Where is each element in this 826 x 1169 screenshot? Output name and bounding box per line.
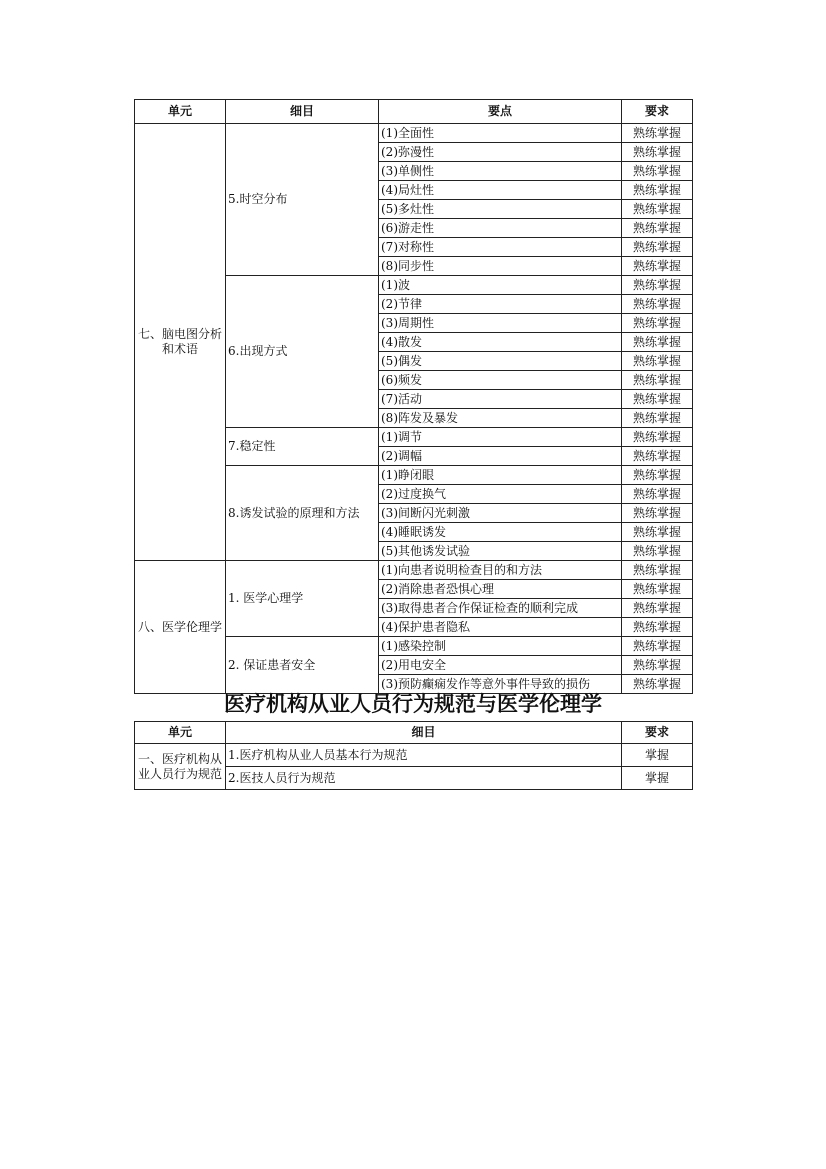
requirement-cell: 熟练掌握 <box>622 219 693 238</box>
conduct-table <box>134 721 693 790</box>
requirement-cell: 熟练掌握 <box>622 181 693 200</box>
point-cell: (7)活动 <box>379 390 622 409</box>
header-row <box>135 722 693 744</box>
point-cell: (3)间断闪光刺激 <box>379 504 622 523</box>
requirement-cell: 熟练掌握 <box>622 447 693 466</box>
point-cell: (1)调节 <box>379 428 622 447</box>
requirement-cell: 熟练掌握 <box>622 504 693 523</box>
header-requirement: 要求 <box>622 722 693 744</box>
requirement-cell: 熟练掌握 <box>622 675 693 694</box>
table-row <box>135 124 693 143</box>
syllabus-table <box>134 99 693 694</box>
requirement-cell: 熟练掌握 <box>622 333 693 352</box>
requirement-cell: 熟练掌握 <box>622 580 693 599</box>
requirement-cell: 熟练掌握 <box>622 276 693 295</box>
point-cell: (5)偶发 <box>379 352 622 371</box>
header-item: 细目 <box>226 100 379 124</box>
point-cell: (2)节律 <box>379 295 622 314</box>
item-cell: 8.诱发试验的原理和方法 <box>226 466 379 561</box>
point-cell: (6)频发 <box>379 371 622 390</box>
point-cell: (7)对称性 <box>379 238 622 257</box>
unit-cell: 一、医疗机构从业人员行为规范 <box>135 744 226 790</box>
point-cell: (6)游走性 <box>379 219 622 238</box>
header-point: 要点 <box>379 100 622 124</box>
point-cell: (2)调幅 <box>379 447 622 466</box>
point-cell: (4)睡眠诱发 <box>379 523 622 542</box>
item-cell: 2. 保证患者安全 <box>226 637 379 694</box>
point-cell: (1)感染控制 <box>379 637 622 656</box>
requirement-cell: 熟练掌握 <box>622 295 693 314</box>
requirement-cell: 熟练掌握 <box>622 352 693 371</box>
syllabus-body <box>135 124 693 694</box>
item-cell: 7.稳定性 <box>226 428 379 466</box>
unit-cell: 八、医学伦理学 <box>135 561 226 694</box>
point-cell: (5)多灶性 <box>379 200 622 219</box>
requirement-cell: 熟练掌握 <box>622 143 693 162</box>
point-cell: (2)消除患者恐惧心理 <box>379 580 622 599</box>
requirement-cell: 熟练掌握 <box>622 599 693 618</box>
requirement-cell: 熟练掌握 <box>622 390 693 409</box>
requirement-cell: 熟练掌握 <box>622 124 693 143</box>
point-cell: (4)散发 <box>379 333 622 352</box>
requirement-cell: 熟练掌握 <box>622 409 693 428</box>
point-cell: (1)全面性 <box>379 124 622 143</box>
requirement-cell: 熟练掌握 <box>622 466 693 485</box>
point-cell: (4)保护患者隐私 <box>379 618 622 637</box>
point-cell: (3)取得患者合作保证检查的顺利完成 <box>379 599 622 618</box>
point-cell: (2)用电安全 <box>379 656 622 675</box>
requirement-cell: 熟练掌握 <box>622 238 693 257</box>
item-cell: 6.出现方式 <box>226 276 379 428</box>
header-requirement: 要求 <box>622 100 693 124</box>
requirement-cell: 熟练掌握 <box>622 618 693 637</box>
requirement-cell: 熟练掌握 <box>622 314 693 333</box>
requirement-cell: 熟练掌握 <box>622 428 693 447</box>
item-cell: 2.医技人员行为规范 <box>226 767 622 790</box>
requirement-cell: 熟练掌握 <box>622 637 693 656</box>
requirement-cell: 熟练掌握 <box>622 656 693 675</box>
requirement-cell: 熟练掌握 <box>622 485 693 504</box>
requirement-cell: 熟练掌握 <box>622 257 693 276</box>
point-cell: (3)预防癫痫发作等意外事件导致的损伤 <box>379 675 622 694</box>
requirement-cell: 掌握 <box>622 767 693 790</box>
table-row <box>135 561 693 580</box>
item-cell: 1.医疗机构从业人员基本行为规范 <box>226 744 622 767</box>
point-cell: (4)局灶性 <box>379 181 622 200</box>
requirement-cell: 熟练掌握 <box>622 542 693 561</box>
point-cell: (1)睁闭眼 <box>379 466 622 485</box>
point-cell: (2)过度换气 <box>379 485 622 504</box>
unit-cell: 七、脑电图分析和术语 <box>135 124 226 561</box>
requirement-cell: 熟练掌握 <box>622 561 693 580</box>
point-cell: (5)其他诱发试验 <box>379 542 622 561</box>
header-unit: 单元 <box>135 722 226 744</box>
point-cell: (1)波 <box>379 276 622 295</box>
point-cell: (3)周期性 <box>379 314 622 333</box>
requirement-cell: 熟练掌握 <box>622 523 693 542</box>
header-row <box>135 100 693 124</box>
header-unit: 单元 <box>135 100 226 124</box>
requirement-cell: 熟练掌握 <box>622 371 693 390</box>
point-cell: (2)弥漫性 <box>379 143 622 162</box>
header-item: 细目 <box>226 722 622 744</box>
point-cell: (8)阵发及暴发 <box>379 409 622 428</box>
point-cell: (3)单侧性 <box>379 162 622 181</box>
item-cell: 5.时空分布 <box>226 124 379 276</box>
point-cell: (1)向患者说明检查目的和方法 <box>379 561 622 580</box>
requirement-cell: 熟练掌握 <box>622 200 693 219</box>
table-row <box>135 744 693 767</box>
requirement-cell: 掌握 <box>622 744 693 767</box>
section-title: 医疗机构从业人员行为规范与医学伦理学 <box>224 692 602 716</box>
point-cell: (8)同步性 <box>379 257 622 276</box>
requirement-cell: 熟练掌握 <box>622 162 693 181</box>
item-cell: 1. 医学心理学 <box>226 561 379 637</box>
